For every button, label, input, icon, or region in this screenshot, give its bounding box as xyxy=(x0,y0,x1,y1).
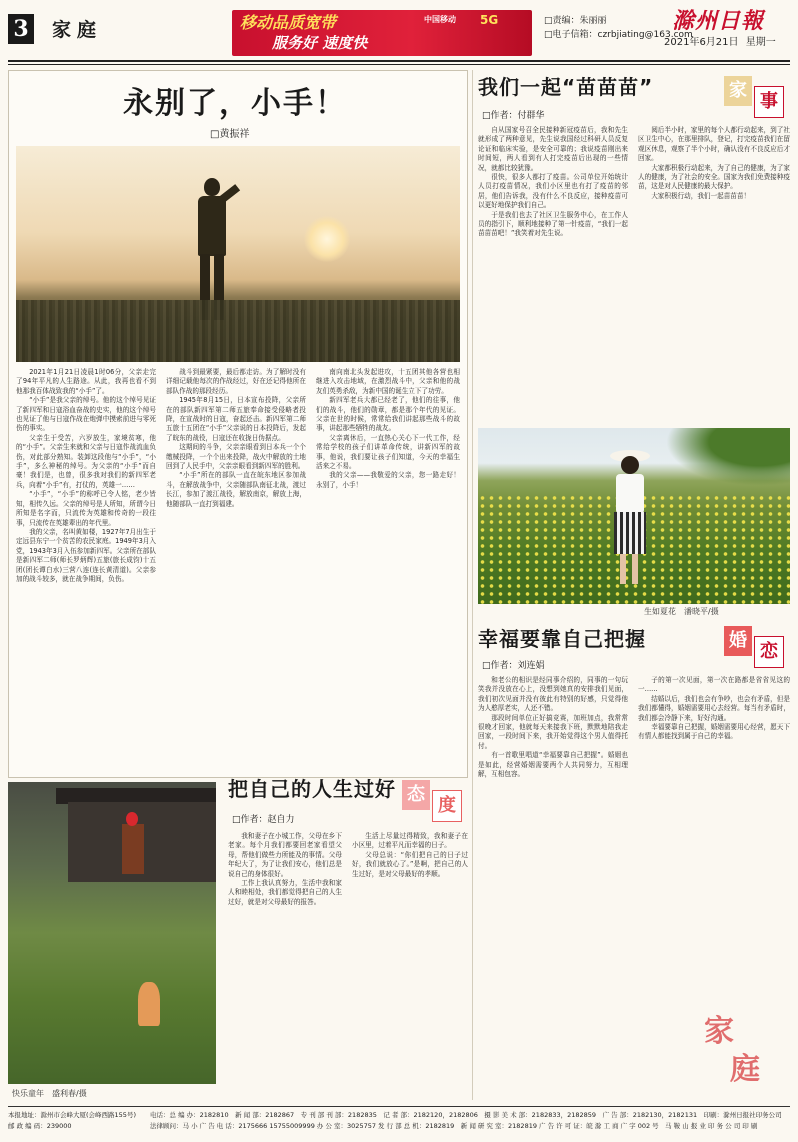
dateline xyxy=(664,36,776,50)
article-3-title[interactable]: 幸福要靠自己把握 xyxy=(478,627,646,651)
date: 2021年6月21日 xyxy=(664,37,739,48)
paragraph: 我和妻子在小城工作，父母在乡下老家。每个月我们都要回老家看望父母，帮他们做些力所能及的事情。父母年纪大了，为了让我们安心，他们总是说自己的身体很好。 xyxy=(228,832,342,878)
article-4-body xyxy=(228,832,468,1094)
paragraph: 1945年8月15日，日本宣布投降，父亲所在的部队新四军第二师五旅奉命接受侵略者投降，在宣战时的日寇，奋起还击。新四军第二师五旅十五团在“小手”父亲说的日本投降后，发起了皖东的战役，日寇还在收拢日伪据点。 xyxy=(166,396,306,442)
paragraph: 2021年1月21日凌晨1时06分，父亲走完了94年平凡的人生路途。从此，我再也看不到他那我百体战致我的“小手”了。 xyxy=(16,368,156,395)
paragraph: 自从国家号召全民接种新冠疫苗后，我和先生就形成了两种意见，先生说我国经过科研人员反复论证和临床实验，是安全可靠的；我说疫苗刚出来时间短，两人看到有人打完疫苗后出现的一些情况，就都比较犹豫。 xyxy=(478,126,628,172)
article-4-col-1 xyxy=(228,832,342,1094)
child-village-photo xyxy=(8,782,216,1084)
article-1-body xyxy=(16,368,460,774)
paragraph: 幸福要靠自己把握，婚姻需要用心经营，愿天下有情人都能找到属于自己的幸福。 xyxy=(638,723,790,741)
article-3-byline: □作者：刘连娟 xyxy=(482,661,545,671)
paragraph: 工作上我认真努力，生活中我和家人和睦相处，我们都觉得把自己的人生过好，就是对父母最好的报答。 xyxy=(228,879,342,906)
article-4-title[interactable]: 把自己的人生过好 xyxy=(228,777,396,801)
footer-contacts xyxy=(150,1110,790,1132)
paragraph: 南向南北头发起进攻，十五团其他各营也相继进入攻击地域，在激烈战斗中，父亲和他的战友们英勇杀敌，为新中国的诞生立下了功劳。 xyxy=(316,368,460,395)
soldier-salute-photo xyxy=(16,146,460,362)
masthead-rule xyxy=(8,60,790,62)
paragraph: 父母总说：“你们把自己的日子过好，我们就放心了。”是啊，把自己的人生过好，是对父母最好的孝顺。 xyxy=(352,850,468,878)
weekday: 星期一 xyxy=(745,37,776,48)
article-1-byline: □黄振祥 xyxy=(210,129,250,140)
footer-address xyxy=(8,1110,136,1132)
banner-brand: 中国移动 xyxy=(424,15,456,24)
footer-contacts-line1: 电话：总 编 办：2182810 新 闻 部：2182867 专 刊 部 刊 部：2182835 记 者 部：2182120，2182806 摄 影 美 术 部：2182833，2182859 广 告 部：2182130，2182131 印刷：滁州日报社印务公司 xyxy=(150,1111,782,1119)
editor-email: □电子信箱：czrbjiating@163.com xyxy=(544,30,693,40)
article-4-col-2 xyxy=(352,832,468,1094)
section-tag-jiashi: 家 事 xyxy=(724,76,786,116)
section-tag-taidu: 态 度 xyxy=(402,780,464,820)
paragraph: 结婚以后，我们也会有争吵，也会有矛盾，但是我们都懂得，婚姻需要用心去经营。每当有矛盾时，我们都会冷静下来，好好沟通。 xyxy=(638,694,790,722)
article-4-byline: □作者：赵自力 xyxy=(232,815,295,825)
page-section-name: 家庭 xyxy=(52,19,103,41)
article-1-col-3 xyxy=(316,368,460,774)
footer-address-line2: 邮 政 编 码：239000 xyxy=(8,1122,72,1130)
page-number: 3 xyxy=(8,14,34,44)
running-child xyxy=(138,982,160,1026)
column-divider xyxy=(472,70,473,1100)
red-door xyxy=(122,824,144,874)
girl-in-flower-field-photo xyxy=(478,428,790,604)
paragraph: 我的父亲，名叫黄如楼，1927年7月出生于定远县东宁一个贫苦的农民家庭。1949年3月入党，1943年3月入伍参加新四军。父亲所在部队是新四军二师(师长罗炳辉)五旅(旅长成钧)十五团(团长谭白水)三营八连(连长黄清道)。父亲参加的战斗较多，就在战争期间，负伤。 xyxy=(16,527,156,583)
banner-5g: 5G xyxy=(480,13,499,27)
tree-branch xyxy=(640,428,790,498)
grass-field xyxy=(16,300,460,362)
footer-contacts-line2: 法律顾问：马 小 广 告 电 话：2175666 15755009999 办 公 室：3025757 发 行 部 总 机：2182819 新 闻 研 究 室：2182819 广 告 许 可 证：皖 滁 工 商 广 字 002 号 马 鞍 山 报 业 印 务 公 司 印 刷 xyxy=(150,1122,758,1130)
paragraph: 我的父亲——我敬爱的父亲，您一路走好！永别了，小手！ xyxy=(316,471,460,489)
paragraph: 子的第一次见面，第一次在路都是省省见这的一…… xyxy=(638,676,790,694)
section-tag-hunlian: 婚 恋 xyxy=(724,626,786,666)
paragraph: 很快，很多人都打了疫苗。公司单位开始统计人员打疫苗情况，我们小区里也有打了疫苗的邻居，他们告诉我，没有什么不良反应，接种疫苗可以更好地保护我们自己。 xyxy=(478,173,628,210)
newspaper-logo: 滁州日報 xyxy=(672,8,765,34)
article-3-body xyxy=(478,676,790,998)
article-1-col-1 xyxy=(16,368,156,774)
paragraph: 大家都积极行动起来，为了自己的健康，为了家人的健康，为了社会的安全。国家为我们免费接种疫苗，这是对人民健康的最大保护。 xyxy=(638,163,790,191)
paragraph: “小手”是我父亲的绰号。他的这个绰号见证了新四军和日寇浴血奋战的史实，他的这个绰号也见证了他与日寇作战在炮弹中摸索前进与零死伤的事实。 xyxy=(16,396,156,433)
paragraph: 阅后半小时，家里的每个人都行动起来，到了社区卫生中心，在那里排队，登记，打完疫苗我们在留观区休息，观察了半个小时，确认没有不良反应后才回家。 xyxy=(638,126,790,163)
paragraph: 有一首歌里唱道“幸福要靠自己把握”。婚姻也是如此，经营婚姻需要两个人共同努力，互相理解，互相包容。 xyxy=(478,751,628,779)
girl-with-hat xyxy=(608,450,652,590)
paragraph: “小手”，“小手”的称呼已令人铭，老少皆知，相传久远。父亲的绰号是人所知，所谓今日所知是名字而，只流传为英雄和传奇的一段往事，只流传在英雄辈出的年代里。 xyxy=(16,490,156,527)
article-1-col-2 xyxy=(166,368,306,774)
red-lantern xyxy=(126,812,138,826)
banner-line1: 移动品质宽带 xyxy=(240,13,337,32)
paragraph: 于是我们也去了社区卫生服务中心，在工作人员的指引下，顺利地接种了第一针疫苗，“我们一起苗苗苗吧！”我笑着对先生说。 xyxy=(478,210,628,238)
photo-2-caption: 生如夏花 潘晓平/摄 xyxy=(644,607,719,616)
footer-rule xyxy=(8,1106,790,1107)
paragraph: 和老公的相识是经同事介绍的，同事的一句玩笑我并没放在心上，没想到她真的安排我们见面，我们初次见面并没有彼此有特别的好感，只觉得他为人憨厚老实，人还不错。 xyxy=(478,676,628,713)
banner-line2: 服务好 速度快 xyxy=(272,34,368,52)
paragraph: 父亲生于受苦，六岁放生，家境贫寒，他的“小手”。父亲生来就和父亲与日寇作战流血负伤，对此部分熟知。装卸这段他与“小手”，“小手”，多么神秘的绰号。为父亲的“小手”而自豪！我们是，也曾，很多我对我们的新四军老兵，向着“小手”有，打仗的，英雄一…… xyxy=(16,433,156,489)
article-2-col-1 xyxy=(478,126,628,424)
article-2-byline: □作者：付群华 xyxy=(482,111,545,121)
jiating-section-mark: 家 庭 xyxy=(704,1014,760,1087)
article-2-col-2 xyxy=(638,126,790,424)
ad-banner[interactable] xyxy=(232,10,532,56)
article-3-col-2 xyxy=(638,676,790,998)
paragraph: 那段时间单位正好搞竞赛，加班加点，我常常很晚才回家，他就每天来接我下班，默默地陪我走回家，一段时间下来，我开始觉得这个男人值得托付。 xyxy=(478,713,628,750)
article-2-body xyxy=(478,126,790,424)
footer-address-line1: 本报地址：滁州市会峰大厦(会峰西路155号) xyxy=(8,1111,136,1119)
paragraph: 这期间的斗争，父亲亲眼看到日本兵一个个缴械投降，一个个出来投降，战火中解放的土地回到了人民手中，父亲亲眼看到新四军的胜利。 xyxy=(166,443,306,471)
paragraph: 大家积极行动，我们一起苗苗苗！ xyxy=(651,191,751,200)
editor-name: □责编：朱丽丽 xyxy=(544,16,607,26)
paragraph: 生活上尽量过得精致，我和妻子在小区里，过着平凡而幸福的日子。 xyxy=(352,832,468,850)
photo-3-caption: 快乐童年 盛利春/摄 xyxy=(12,1089,87,1098)
article-2-title[interactable]: 我们一起“苗苗苗” xyxy=(478,75,654,99)
paragraph: 父亲离休后，一直热心关心下一代工作，经常给学校的孩子们讲革命传统，讲新四军的故事，他说，我们要让孩子们知道，今天的幸福生活来之不易。 xyxy=(316,433,460,471)
article-1-title[interactable]: 永别了，小手！ xyxy=(123,86,347,121)
article-3-col-1 xyxy=(478,676,628,998)
paragraph: “小手”所在的部队一直在皖东地区参加战斗，在解放战争中，父亲随部队南征北战，渡过长江，参加了渡江战役，解放南京，解放上海，他随部队一直打到福建。 xyxy=(166,471,306,508)
paragraph: 新四军老兵大都已经老了，他们的往事，他们的战斗，他们的勋章，都是那个年代的见证。父亲在世的时候，常常给我们讲起那些战斗的故事，讲起那些牺牲的战友。 xyxy=(316,396,460,433)
sun-glow xyxy=(304,216,350,262)
masthead-rule-thin xyxy=(8,64,790,65)
paragraph: 战斗到最紧要，最后都走访。为了解时没有详细记载他每次的作战经过，好在还记得他所在部队作战的那段经历。 xyxy=(166,368,306,395)
